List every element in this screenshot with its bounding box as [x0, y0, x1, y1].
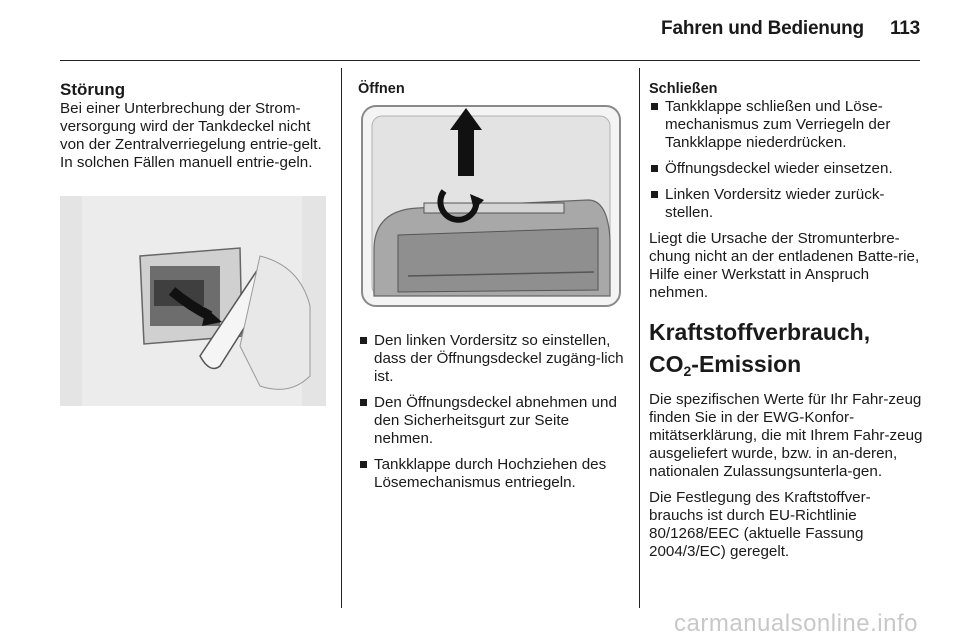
page-header	[661, 18, 920, 40]
column-3	[649, 80, 924, 569]
bullet-icon	[651, 103, 658, 110]
bullet-icon	[360, 461, 367, 468]
oeffnen-steps	[358, 332, 628, 492]
list-item: Tankklappe schließen und Löse-mechanismus zum Verriegeln der Tankklappe niederdrücken.	[649, 98, 924, 152]
list-item: Tankklappe durch Hochziehen des Lösemechanismus entriegeln.	[358, 456, 628, 492]
column-divider-2	[639, 68, 640, 608]
repair-note: Liegt die Ursache der Stromunterbre-chung nicht an der entladenen Batte-rie, Hilfe einer Werkstatt in Anspruch nehmen.	[649, 230, 920, 301]
schliessen-steps	[649, 98, 924, 222]
column-divider-1	[341, 68, 342, 608]
section-heading-schliessen: Schließen	[649, 81, 718, 97]
bullet-icon	[651, 191, 658, 198]
bullet-icon	[651, 165, 658, 172]
list-item: Den linken Vordersitz so einstellen, dass der Öffnungsdeckel zugäng-lich ist.	[358, 332, 628, 386]
stoerung-text: Bei einer Unterbrechung der Strom-versorgung wird der Tankdeckel nicht von der Zentralverriegelung entrie-gelt. In solchen Fällen manuell entrie-geln.	[60, 100, 322, 171]
section-heading-kraftstoffverbrauch: Kraftstoffverbrauch, $CO_2$-Emission	[649, 319, 871, 379]
column-1	[60, 80, 330, 180]
manual-release-illustration	[60, 196, 326, 406]
list-item: Linken Vordersitz wieder zurück-stellen.	[649, 186, 924, 222]
column-2-steps	[358, 332, 628, 500]
page-number: 113	[889, 18, 920, 39]
section-heading-oeffnen: Öffnen	[358, 81, 405, 97]
page-title: Fahren und Bedienung	[661, 18, 864, 39]
column-2	[358, 80, 628, 98]
consumption-text-2: Die Festlegung des Kraftstoffver-brauchs ist durch EU-Richtlinie 80/1268/EEC (aktuelle Fassung 2004/3/EC) geregelt.	[649, 489, 871, 560]
bullet-icon	[360, 399, 367, 406]
bullet-icon	[360, 337, 367, 344]
list-item: Den Öffnungsdeckel abnehmen und den Sicherheitsgurt zur Seite nehmen.	[358, 394, 628, 448]
consumption-text-1: Die spezifischen Werte für Ihr Fahr-zeug finden Sie in der EWG-Konfor-mitätserklärung, die mit Ihrem Fahr-zeug ausgeliefert wurde, bzw. in an-deren, nationalen Zulassungsunterla-gen.	[649, 391, 923, 480]
watermark: carmanualsonline.info	[674, 610, 918, 637]
section-heading-stoerung: Störung	[60, 80, 126, 99]
header-rule	[60, 60, 920, 61]
fuel-door-opening-illustration	[358, 100, 624, 318]
list-item: Öffnungsdeckel wieder einsetzen.	[649, 160, 924, 178]
